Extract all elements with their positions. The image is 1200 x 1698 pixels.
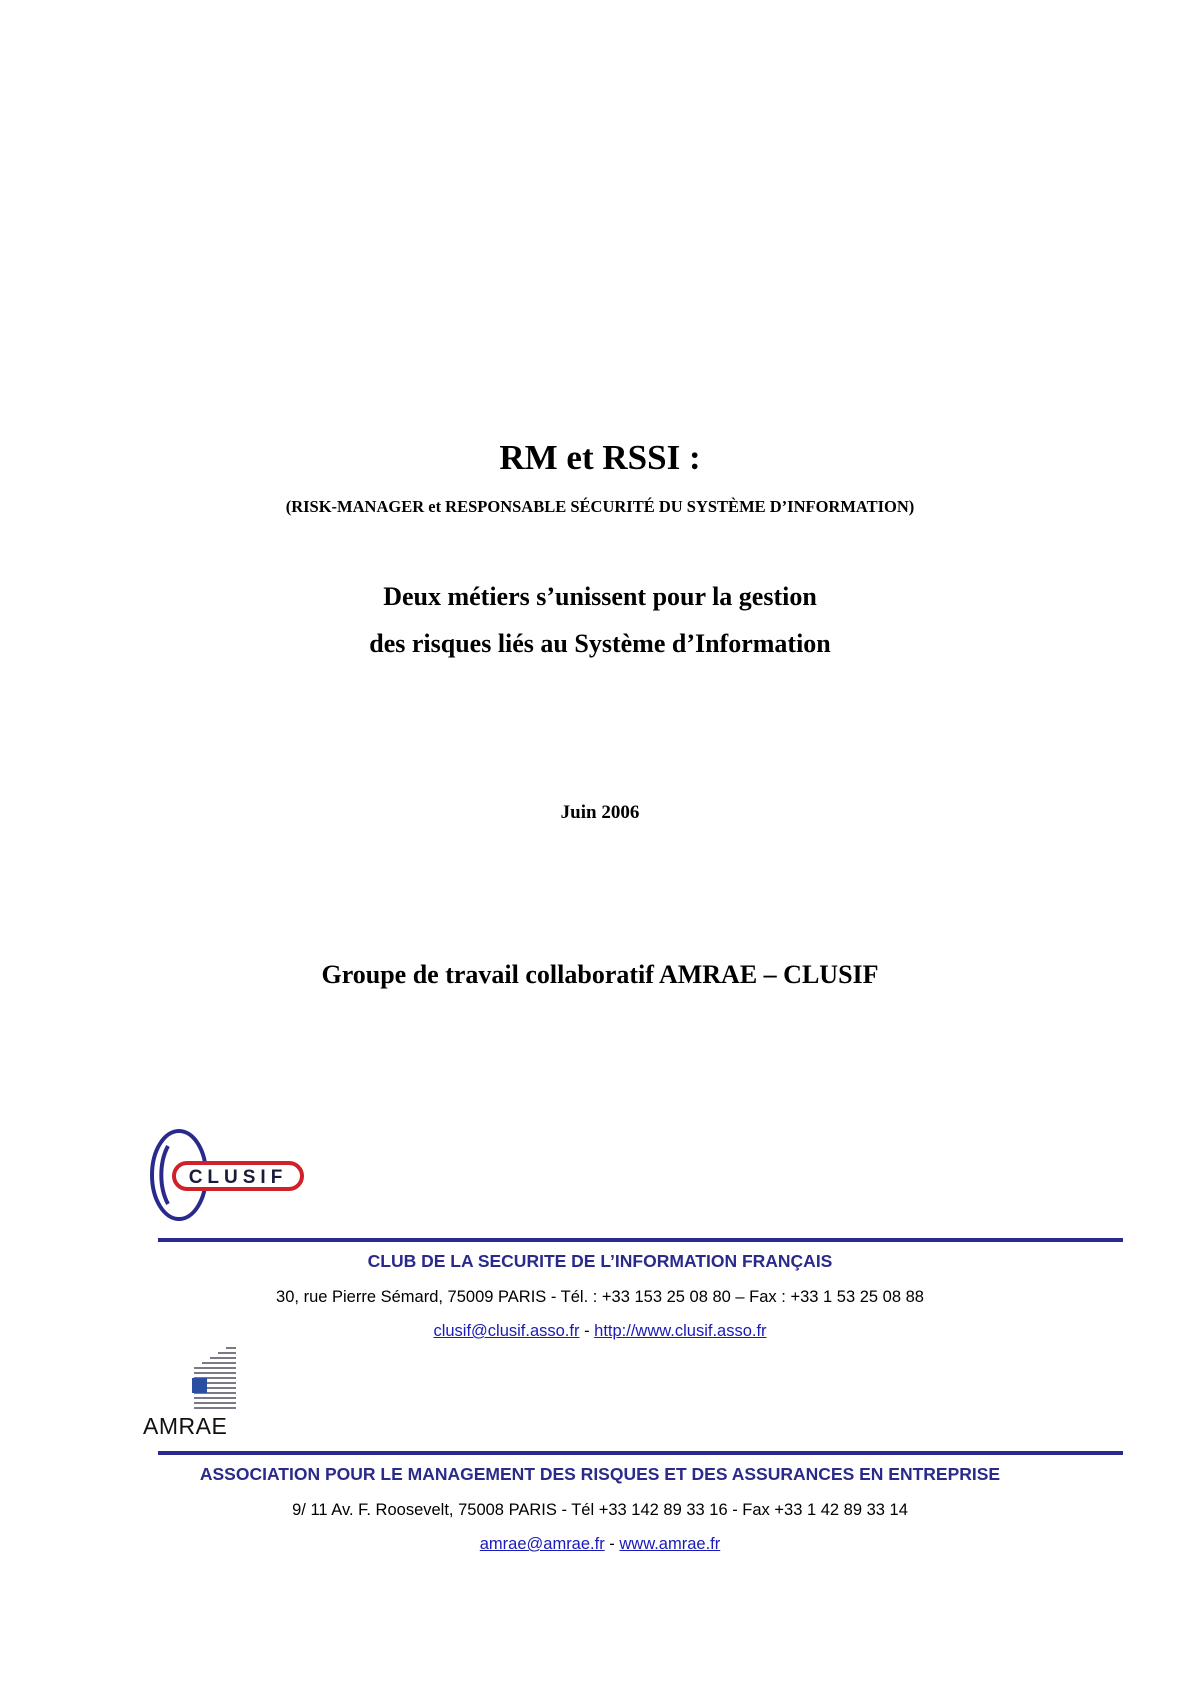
amrae-email-link[interactable]: amrae@amrae.fr xyxy=(479,1535,605,1553)
clusif-contact-links xyxy=(0,1320,1200,1342)
clusif-org-name: CLUB DE LA SECURITE DE L’INFORMATION FRANÇAIS xyxy=(367,1251,833,1271)
document-date: Juin 2006 xyxy=(560,802,640,823)
working-group-title: Groupe de travail collaboratif AMRAE – CLUSIF xyxy=(321,960,879,989)
clusif-email-link[interactable]: clusif@clusif.asso.fr xyxy=(433,1322,580,1340)
amrae-divider xyxy=(158,1451,1123,1455)
amrae-website-link[interactable]: www.amrae.fr xyxy=(619,1535,721,1553)
clusif-address: 30, rue Pierre Sémard, 75009 PARIS - Tél. : +33 153 25 08 80 – Fax : +33 1 53 25 08 88 xyxy=(276,1288,924,1306)
amrae-contact-links xyxy=(0,1533,1200,1555)
clusif-logo xyxy=(148,1128,308,1224)
heading-line-1: Deux métiers s’unissent pour la gestion xyxy=(383,582,817,611)
heading-line-2: des risques liés au Système d’Information xyxy=(369,629,831,658)
clusif-divider xyxy=(158,1238,1123,1242)
amrae-link-separator: - xyxy=(604,1535,620,1553)
amrae-address: 9/ 11 Av. F. Roosevelt, 75008 PARIS - Tél +33 142 89 33 16 - Fax +33 1 42 89 33 14 xyxy=(292,1501,908,1519)
document-subtitle: (RISK-MANAGER et RESPONSABLE SÉCURITÉ DU SYSTÈME D’INFORMATION) xyxy=(285,497,915,516)
clusif-website-link[interactable]: http://www.clusif.asso.fr xyxy=(594,1322,767,1340)
amrae-logo-text: AMRAE xyxy=(143,1413,228,1439)
clusif-link-separator: - xyxy=(579,1322,595,1340)
clusif-logo-text: CLUSIF xyxy=(188,1167,288,1188)
amrae-org-name: ASSOCIATION POUR LE MANAGEMENT DES RISQUES ET DES ASSURANCES EN ENTREPRISE xyxy=(199,1464,1001,1484)
document-title: RM et RSSI : xyxy=(499,438,701,477)
